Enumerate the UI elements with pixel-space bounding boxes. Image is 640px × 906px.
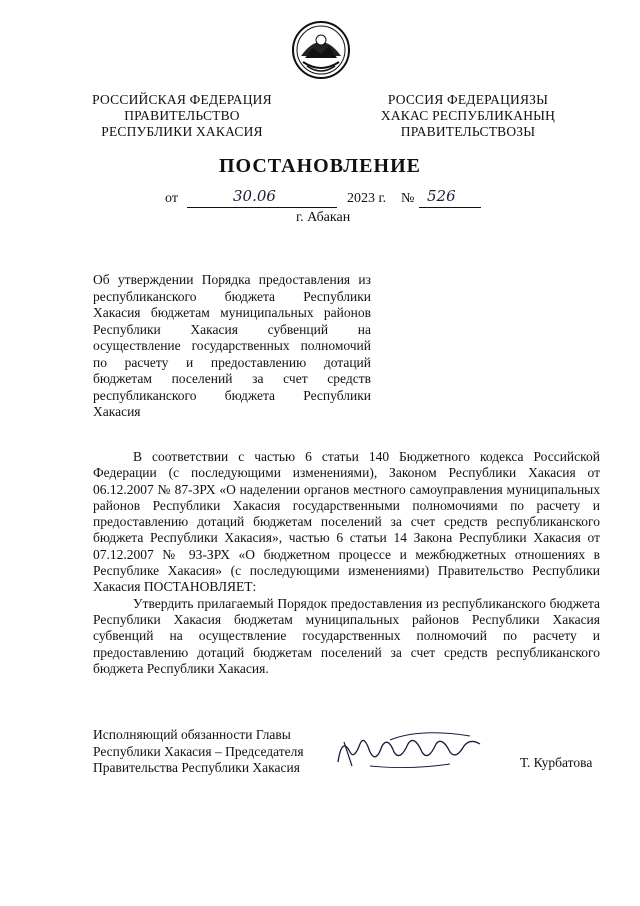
body-paragraph: Утвердить прилагаемый Порядок предоставления из республиканского бюджета Республики Хакасия бюджетам муниципальных районов Республики Хакасия субвенций на осуществление государственных полномочий по расчету и предоставлению дотаций бюджетам поселений за счет средств республиканского бюджета Республики Хакасия.	[93, 595, 600, 676]
handwritten-signature	[330, 722, 490, 772]
date-prefix: от	[165, 191, 178, 206]
number-prefix: №	[401, 191, 415, 206]
signatory-title-block	[93, 727, 304, 777]
year-text: 2023 г.	[347, 191, 387, 206]
header-right-line: РОССИЯ ФЕДЕРАЦИЯЗЫ	[387, 92, 549, 107]
header-left-line: РЕСПУБЛИКИ ХАКАСИЯ	[101, 124, 263, 139]
header-left-line: ПРАВИТЕЛЬСТВО	[124, 108, 240, 123]
subject-text: Об утверждении Порядка предоставления из республиканского бюджета Республики Хакасия бюджетам муниципальных районов Республики Хакасия субвенций на осуществление государственных полномочий по расчету и предоставлению дотаций бюджетам поселений за счет средств республиканского бюджета Республики Хакасия	[93, 272, 371, 419]
signatory-title-line: Правительства Республики Хакасия	[93, 760, 300, 775]
signatory-title-line: Исполняющий обязанности Главы	[93, 727, 291, 742]
number-underline	[419, 207, 481, 208]
number-value: 526	[427, 187, 456, 205]
coat-of-arms-emblem	[291, 20, 351, 80]
header-right-block	[368, 92, 568, 140]
header-left-line: РОССИЙСКАЯ ФЕДЕРАЦИЯ	[92, 92, 272, 107]
signatory-title-line: Республики Хакасия – Председателя	[93, 743, 304, 759]
body-paragraph: В соответствии с частью 6 статьи 140 Бюджетного кодекса Российской Федерации (с последующими изменениями), Законом Республики Хакасия от 06.12.2007 № 87-ЗРХ «О наделении органов местного самоуправления муниципальных районов Республики Хакасия государственными полномочиями по расчету и предоставлению дотаций бюджетам поселений за счет средств республиканского бюджета Республики Хакасия», частью 6 статьи 14 Закона Республики Хакасия от 07.12.2007 № 93-ЗРХ «О бюджетном процессе и межбюджетных отношениях в Республике Хакасия» (с последующими изменениями) Правительство Республики Хакасия ПОСТАНОВЛЯЕТ:	[93, 449, 600, 595]
city-line: г. Абакан	[296, 210, 351, 225]
header-right-line: ПРАВИТЕЛЬСТВОЗЫ	[400, 124, 536, 139]
document-title: ПОСТАНОВЛЕНИЕ	[219, 155, 421, 177]
signatory-name: Т. Курбатова	[520, 755, 593, 770]
header-left-block	[82, 92, 282, 140]
body-text	[93, 449, 600, 677]
date-underline	[187, 207, 337, 208]
date-number-line	[165, 187, 495, 211]
date-value: 30.06	[233, 187, 276, 205]
header-right-line: ХАКАС РЕСПУБЛИКАНЫҢ	[380, 108, 556, 123]
